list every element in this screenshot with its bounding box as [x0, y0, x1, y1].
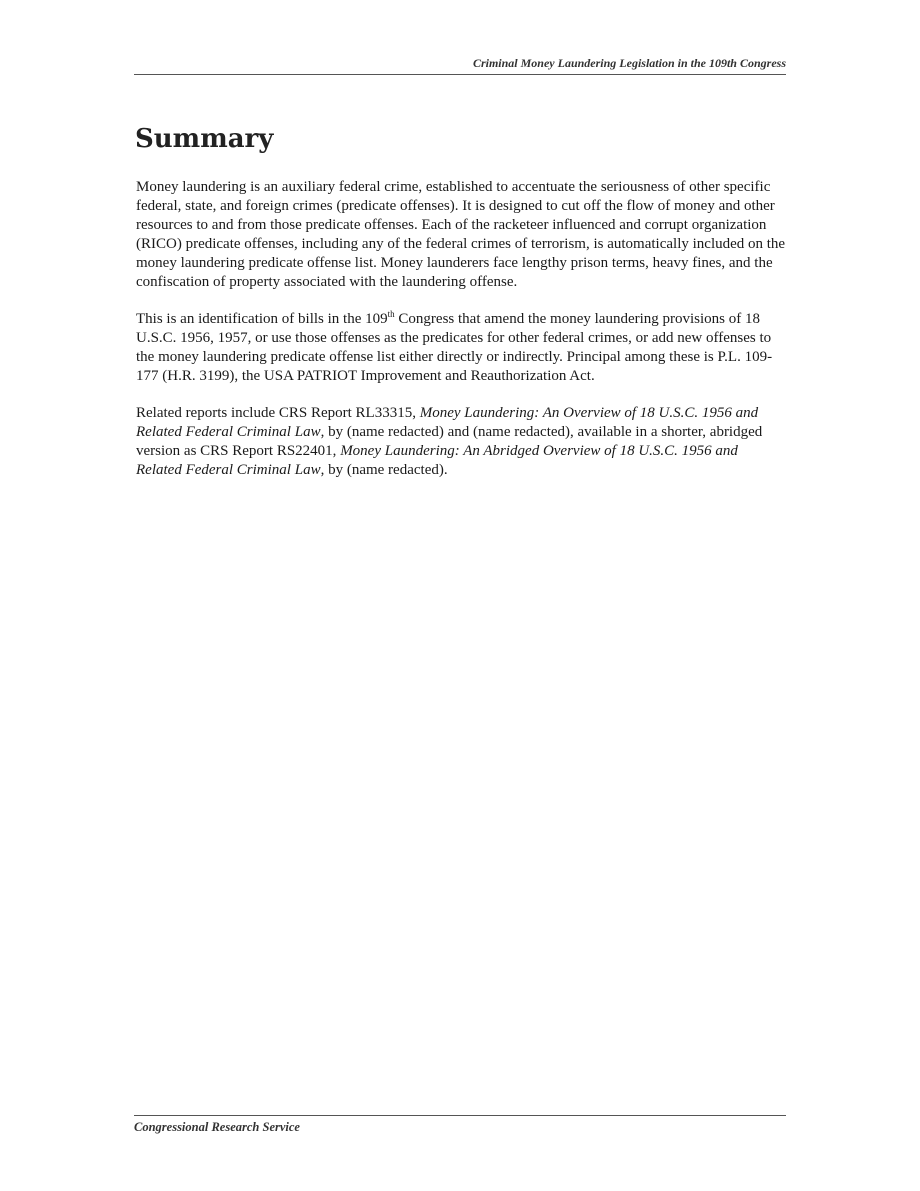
- p2-text-after: Congress that amend the money laundering provisions of 18 U.S.C. 1956, 1957, or use those offenses as the predicates for other federal crimes, or add new offenses to the money laundering predicate offense list either directly or indirectly. Principal among these is P.L. 109-177 (H.R. 3199), the USA PATRIOT Improvement and Reauthorization Act.: [136, 311, 773, 384]
- ordinal-superscript: th: [387, 309, 395, 319]
- summary-paragraph-3: [136, 404, 786, 480]
- summary-body: [136, 178, 786, 498]
- summary-paragraph-2: [136, 310, 786, 386]
- report-title-rs22401: Money Laundering: An Abridged Overview of 18 U.S.C. 1956 and Related Federal Criminal Law: [136, 443, 738, 478]
- p3-text-a: Related reports include CRS Report RL33315,: [136, 405, 420, 421]
- p2-text-before: This is an identification of bills in the 109: [136, 311, 388, 327]
- page-title: Summary: [135, 124, 274, 154]
- running-header: Criminal Money Laundering Legislation in the 109th Congress: [134, 56, 786, 75]
- summary-paragraph-1: Money laundering is an auxiliary federal crime, established to accentuate the seriousness of other specific federal, state, and foreign crimes (predicate offenses). It is designed to cut off the flow of money and other resources to and from those predicate offenses. Each of the racketeer influenced and corrupt organization (RICO) predicate offenses, including any of the federal crimes of terrorism, is automatically included on the money laundering predicate offense list. Money launderers face lengthy prison terms, heavy fines, and the confiscation of property associated with the laundering offense.: [136, 179, 786, 290]
- p3-text-c: , by (name redacted) and (name redacted), available in a shorter, abridged version as CRS Report RS22401,: [136, 424, 763, 459]
- p3-text-e: , by (name redacted).: [320, 462, 448, 478]
- page-footer: Congressional Research Service: [134, 1115, 786, 1135]
- report-title-rl33315: Money Laundering: An Overview of 18 U.S.C. 1956 and Related Federal Criminal Law: [136, 405, 759, 440]
